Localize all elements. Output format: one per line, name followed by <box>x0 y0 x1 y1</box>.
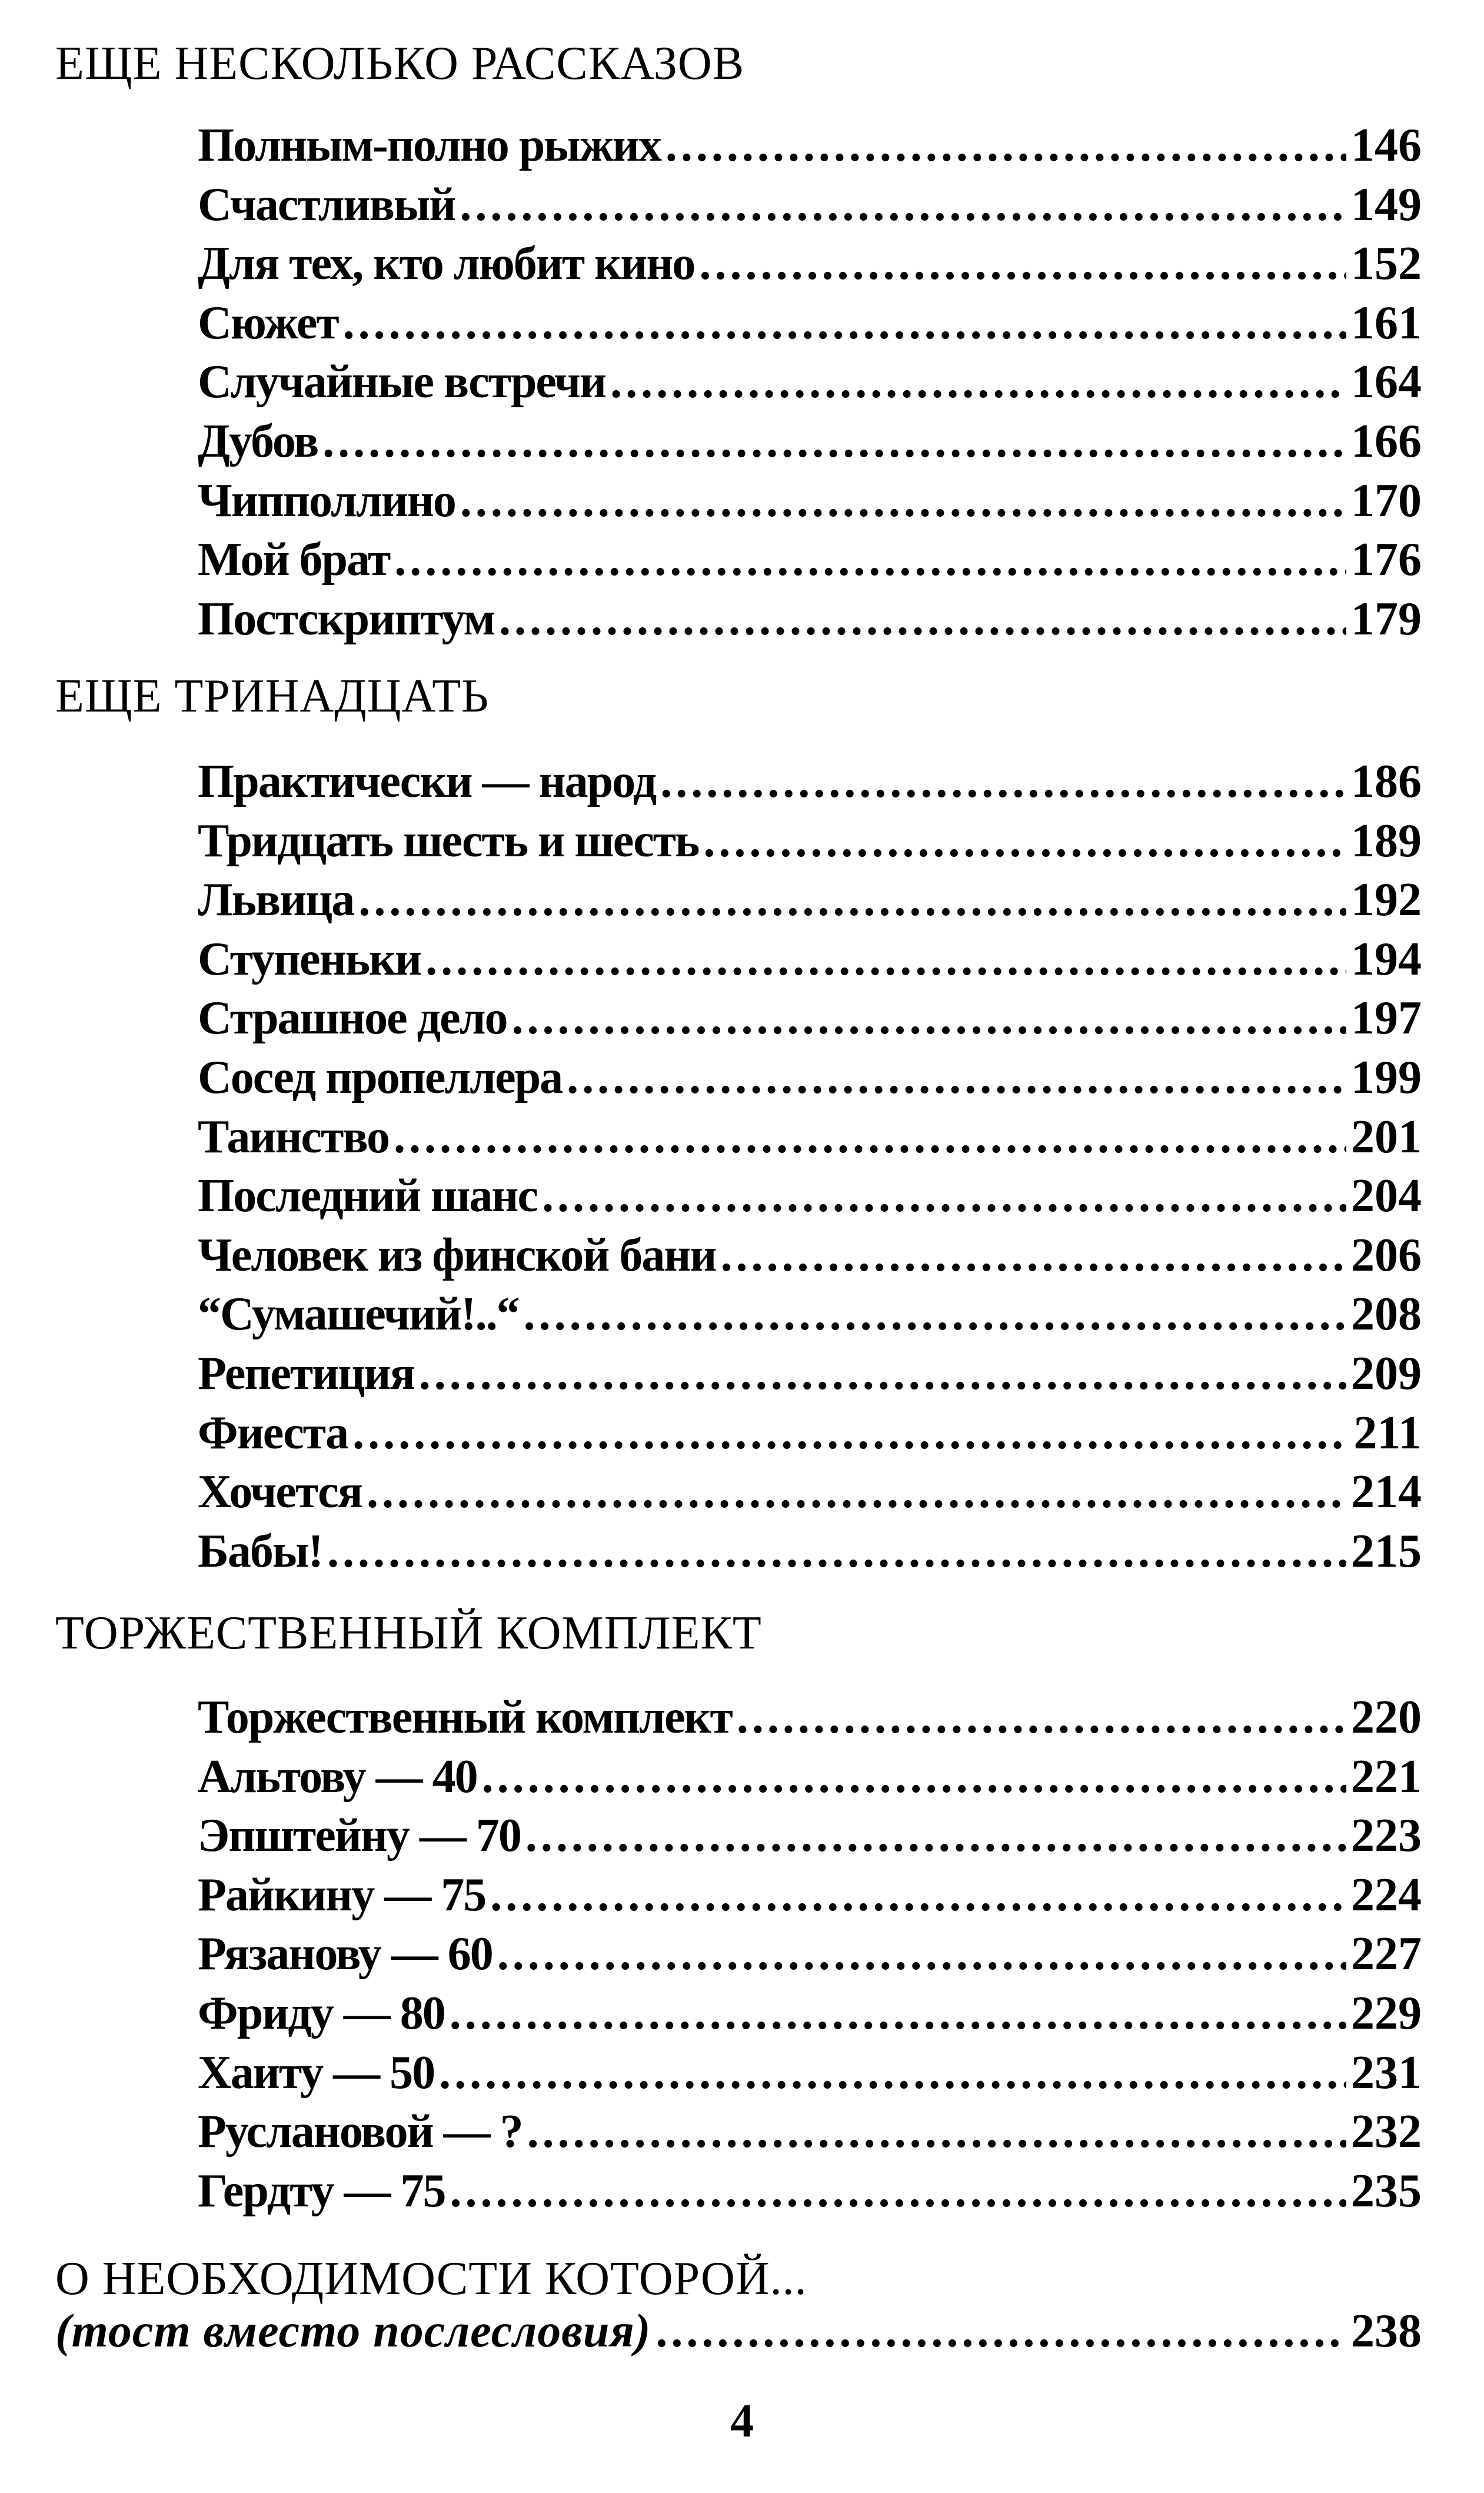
dot-leader <box>666 116 1346 175</box>
toc-entry[interactable] <box>198 1984 1422 2043</box>
dot-leader <box>352 1404 1349 1462</box>
dot-leader <box>527 2102 1346 2161</box>
entry-title: Для тех, кто любит кино <box>198 238 695 290</box>
toc-entry[interactable] <box>198 1108 1422 1167</box>
entry-title: Страшное дело <box>198 992 507 1045</box>
entry-page: 206 <box>1351 1229 1422 1281</box>
toc-entry[interactable] <box>198 1462 1422 1522</box>
entry-page: 149 <box>1351 178 1422 231</box>
dot-leader <box>450 1984 1346 2043</box>
entry-page: 189 <box>1351 815 1422 867</box>
dot-leader <box>525 1806 1346 1865</box>
toc-entry[interactable] <box>198 1166 1422 1226</box>
entry-title: Тридцать шесть и шесть <box>198 815 699 867</box>
dot-leader <box>610 353 1346 411</box>
entry-page: 223 <box>1351 1810 1422 1862</box>
toc-entry[interactable] <box>198 1806 1422 1866</box>
toc-entry[interactable] <box>198 590 1422 649</box>
toc-entry[interactable] <box>198 1747 1422 1807</box>
entry-page: 176 <box>1351 534 1422 586</box>
entry-page: 201 <box>1351 1111 1422 1163</box>
entry-title: Практически — народ <box>198 756 656 807</box>
entry-page: 192 <box>1351 874 1422 926</box>
section-heading: ЕЩЕ ТРИНАДЦАТЬ <box>55 670 490 722</box>
toc-entry[interactable] <box>198 1688 1422 1747</box>
dot-leader <box>499 590 1346 649</box>
entry-title: (тост вместо послесловия) <box>55 2305 651 2357</box>
dot-leader <box>439 2043 1346 2102</box>
entry-page: 232 <box>1351 2106 1422 2158</box>
entry-page: 224 <box>1351 1869 1422 1921</box>
entry-title: Сосед пропеллера <box>198 1051 563 1103</box>
dot-leader <box>327 1522 1346 1581</box>
entry-page: 220 <box>1351 1691 1422 1743</box>
dot-leader <box>567 1048 1346 1107</box>
dot-leader <box>358 870 1346 929</box>
entry-page: 166 <box>1351 415 1422 467</box>
dot-leader <box>497 1924 1346 1983</box>
entry-title: Таинство <box>198 1111 390 1163</box>
entry-title: Рязанову — 60 <box>198 1928 493 1980</box>
dot-leader <box>721 1226 1346 1285</box>
toc-entry[interactable] <box>198 1404 1422 1463</box>
entry-page: 238 <box>1351 2305 1422 2357</box>
toc-entry[interactable] <box>198 2043 1422 2103</box>
entry-title: Гердту — 75 <box>198 2165 445 2217</box>
toc-entry[interactable] <box>198 752 1422 812</box>
entry-page: 146 <box>1351 119 1422 171</box>
dot-leader <box>511 989 1346 1048</box>
toc-entry[interactable] <box>198 234 1422 294</box>
dot-leader <box>482 1747 1346 1806</box>
entry-page: 215 <box>1351 1525 1422 1577</box>
entry-title: Львица <box>198 874 354 926</box>
toc-entry[interactable] <box>198 1226 1422 1285</box>
entry-page: 164 <box>1351 356 1422 408</box>
toc-entry[interactable] <box>198 1048 1422 1108</box>
entry-title: Случайные встречи <box>198 356 606 408</box>
toc-entry[interactable] <box>198 530 1422 590</box>
entry-page: 179 <box>1351 593 1422 645</box>
toc-entry[interactable] <box>198 2102 1422 2162</box>
entry-page: 152 <box>1351 238 1422 290</box>
toc-entry[interactable] <box>198 1924 1422 1984</box>
entry-title: Постскриптум <box>198 593 494 645</box>
dot-leader <box>460 175 1346 234</box>
entry-title: “Сумашечий!..“ <box>198 1288 519 1341</box>
entry-page: 199 <box>1351 1051 1422 1103</box>
toc-entry[interactable] <box>198 412 1422 471</box>
entry-page: 209 <box>1351 1347 1422 1400</box>
entry-page: 208 <box>1351 1288 1422 1341</box>
entry-title: Руслановой — ? <box>198 2106 523 2158</box>
dot-leader <box>737 1688 1346 1747</box>
dot-leader <box>524 1285 1346 1344</box>
entry-title: Ступеньки <box>198 933 421 985</box>
entry-title: Альтову — 40 <box>198 1750 477 1803</box>
dot-leader <box>343 294 1346 353</box>
dot-leader <box>460 471 1346 530</box>
dot-leader <box>394 1108 1346 1166</box>
section-entries <box>198 752 1422 1581</box>
dot-leader <box>425 930 1346 989</box>
dot-leader <box>699 234 1346 293</box>
dot-leader <box>367 1462 1346 1521</box>
dot-leader <box>490 1866 1346 1924</box>
entry-page: 161 <box>1351 297 1422 349</box>
entry-title: Полным-полно рыжих <box>198 119 661 171</box>
toc-entry[interactable] <box>198 175 1422 235</box>
entry-title: Мой брат <box>198 534 390 586</box>
entry-title: Человек из финской бани <box>198 1229 716 1281</box>
entry-title: Последний шанс <box>198 1170 537 1222</box>
entry-title: Чипполлино <box>198 474 455 527</box>
entry-title: Репетиция <box>198 1347 414 1400</box>
toc-entry[interactable] <box>198 870 1422 930</box>
entry-page: 231 <box>1351 2046 1422 2099</box>
dot-leader <box>394 530 1346 589</box>
entry-title: Счастливый <box>198 178 455 231</box>
entry-title: Дубов <box>198 415 318 467</box>
entry-page: 211 <box>1353 1407 1422 1459</box>
toc-entry[interactable] <box>198 812 1422 871</box>
entry-title: Райкину — 75 <box>198 1869 486 1921</box>
entry-title: Сюжет <box>198 297 338 349</box>
toc-entry[interactable] <box>198 471 1422 531</box>
entry-title: Торжественный комплект <box>198 1691 732 1743</box>
toc-entry[interactable] <box>55 2302 1422 2361</box>
toc-entry[interactable] <box>198 989 1422 1048</box>
page-number: 4 <box>730 2395 754 2447</box>
entry-page: 221 <box>1351 1750 1422 1803</box>
toc-entry[interactable] <box>198 294 1422 353</box>
entry-page: 197 <box>1351 992 1422 1045</box>
dot-leader <box>656 2302 1346 2361</box>
section-entries <box>198 116 1422 649</box>
toc-entry[interactable] <box>198 2162 1422 2221</box>
toc-entry[interactable] <box>198 930 1422 989</box>
dot-leader <box>450 2162 1346 2221</box>
entry-title: Хаиту — 50 <box>198 2046 435 2099</box>
entry-title: Бабы! <box>198 1525 322 1577</box>
entry-page: 170 <box>1351 474 1422 527</box>
section-heading: ТОРЖЕСТВЕННЫЙ КОМПЛЕКТ <box>55 1607 762 1659</box>
entry-page: 229 <box>1351 1987 1422 2039</box>
toc-entry[interactable] <box>198 353 1422 412</box>
entry-title: Хочется <box>198 1466 362 1518</box>
section-heading: ЕЩЕ НЕСКОЛЬКО РАССКАЗОВ <box>55 38 745 89</box>
dot-leader <box>660 752 1346 811</box>
entry-title: Эпштейну — 70 <box>198 1810 521 1862</box>
toc-entry[interactable] <box>198 1285 1422 1344</box>
dot-leader <box>322 412 1346 471</box>
section-entries <box>198 1688 1422 2221</box>
dot-leader <box>703 812 1346 870</box>
toc-entry[interactable] <box>198 116 1422 175</box>
entry-title: Фиеста <box>198 1407 348 1459</box>
entry-page: 204 <box>1351 1170 1422 1222</box>
toc-entry[interactable] <box>198 1344 1422 1404</box>
section-heading: О НЕОБХОДИМОСТИ КОТОРОЙ... <box>55 2253 807 2305</box>
entry-page: 214 <box>1351 1466 1422 1518</box>
entry-title: Фриду — 80 <box>198 1987 445 2039</box>
toc-entry[interactable] <box>198 1522 1422 1581</box>
entry-page: 186 <box>1351 756 1422 807</box>
dot-leader <box>419 1344 1346 1403</box>
entry-page: 227 <box>1351 1928 1422 1980</box>
entry-page: 194 <box>1351 933 1422 985</box>
entry-page: 235 <box>1351 2165 1422 2217</box>
section-entries <box>55 2302 1422 2361</box>
toc-entry[interactable] <box>198 1866 1422 1925</box>
dot-leader <box>542 1166 1346 1225</box>
